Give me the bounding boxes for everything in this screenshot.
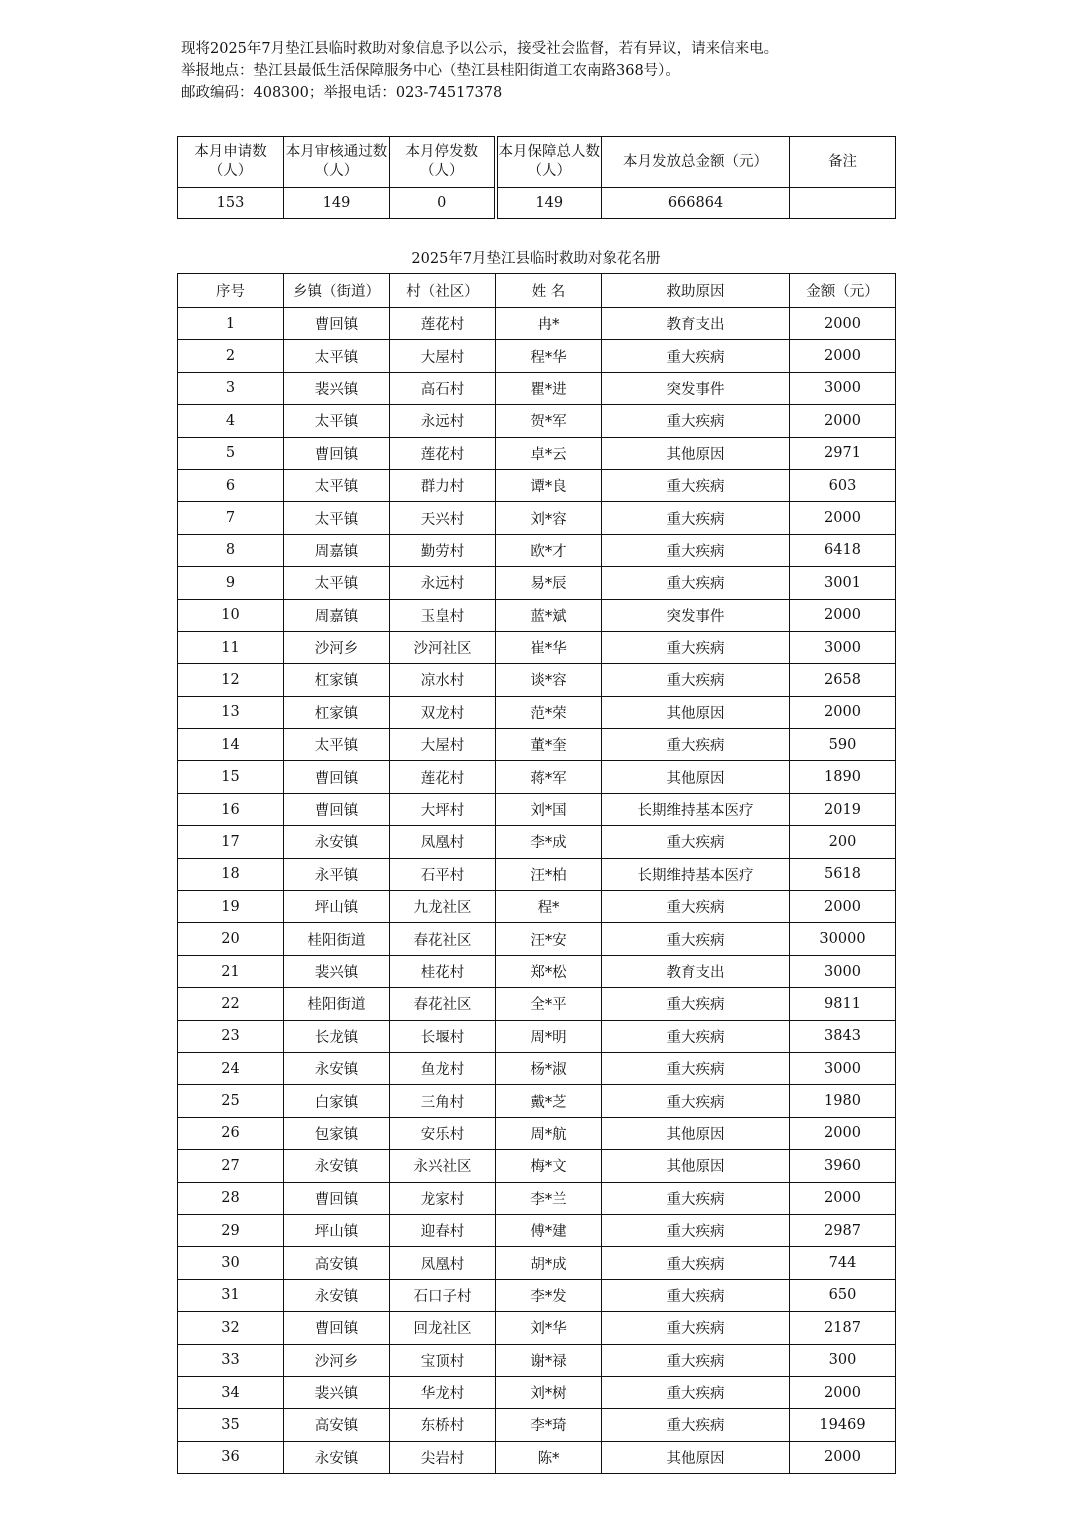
cell-amount: 2000: [790, 1117, 896, 1149]
cell-reason: 教育支出: [602, 308, 790, 340]
cell-reason: 重大疾病: [602, 631, 790, 663]
cell-town: 曹回镇: [284, 308, 390, 340]
table-row: [178, 469, 896, 501]
table-row: [178, 1182, 896, 1214]
cell-reason: 重大疾病: [602, 1247, 790, 1279]
cell-town: 周嘉镇: [284, 534, 390, 566]
table-row: [178, 340, 896, 372]
cell-town: 永安镇: [284, 1279, 390, 1311]
cell-town: 曹回镇: [284, 793, 390, 825]
cell-town: 沙河乡: [284, 631, 390, 663]
table-row: [178, 308, 896, 340]
cell-village: 凤凰村: [390, 826, 496, 858]
cell-reason: 重大疾病: [602, 405, 790, 437]
cell-reason: 长期维持基本医疗: [602, 793, 790, 825]
cell-amount: 1980: [790, 1085, 896, 1117]
cell-index: 9: [178, 567, 284, 599]
cell-reason: 重大疾病: [602, 1085, 790, 1117]
summary-value-row: [178, 188, 896, 219]
cell-index: 21: [178, 955, 284, 987]
notice-line-report-address: 举报地点：垫江县最低生活保障服务中心（垫江县桂阳街道工农南路368号）。: [181, 63, 680, 79]
cell-village: 龙家村: [390, 1182, 496, 1214]
cell-index: 7: [178, 502, 284, 534]
table-row: [178, 891, 896, 923]
cell-town: 曹回镇: [284, 1182, 390, 1214]
cell-name: 程*华: [496, 340, 602, 372]
cell-village: 桂花村: [390, 955, 496, 987]
cell-name: 蓝*斌: [496, 599, 602, 631]
cell-amount: 3000: [790, 1052, 896, 1084]
cell-village: 大坪村: [390, 793, 496, 825]
cell-reason: 重大疾病: [602, 1052, 790, 1084]
cell-amount: 5618: [790, 858, 896, 890]
cell-index: 33: [178, 1344, 284, 1376]
cell-amount: 2019: [790, 793, 896, 825]
cell-amount: 300: [790, 1344, 896, 1376]
summary-header-applications: 本月申请数（人）: [178, 137, 284, 188]
cell-amount: 200: [790, 826, 896, 858]
roster-body: [178, 308, 896, 1474]
cell-town: 太平镇: [284, 502, 390, 534]
cell-reason: 重大疾病: [602, 340, 790, 372]
cell-reason: 其他原因: [602, 437, 790, 469]
cell-reason: 教育支出: [602, 955, 790, 987]
cell-index: 20: [178, 923, 284, 955]
cell-name: 范*荣: [496, 696, 602, 728]
cell-name: 谭*良: [496, 469, 602, 501]
cell-reason: 重大疾病: [602, 1279, 790, 1311]
cell-village: 凉水村: [390, 664, 496, 696]
cell-index: 11: [178, 631, 284, 663]
table-row: [178, 664, 896, 696]
cell-reason: 重大疾病: [602, 534, 790, 566]
table-row: [178, 858, 896, 890]
cell-name: 陈*: [496, 1441, 602, 1473]
cell-reason: 重大疾病: [602, 1312, 790, 1344]
cell-reason: 长期维持基本医疗: [602, 858, 790, 890]
cell-amount: 2000: [790, 405, 896, 437]
table-row: [178, 1020, 896, 1052]
cell-village: 沙河社区: [390, 631, 496, 663]
cell-amount: 2000: [790, 696, 896, 728]
cell-town: 太平镇: [284, 340, 390, 372]
cell-village: 鱼龙村: [390, 1052, 496, 1084]
table-row: [178, 955, 896, 987]
cell-village: 安乐村: [390, 1117, 496, 1149]
cell-reason: 其他原因: [602, 1441, 790, 1473]
table-row: [178, 372, 896, 404]
roster-header-town: 乡镇（街道）: [284, 274, 390, 308]
table-row: [178, 696, 896, 728]
cell-index: 1: [178, 308, 284, 340]
table-row: [178, 437, 896, 469]
cell-town: 曹回镇: [284, 1312, 390, 1344]
cell-village: 群力村: [390, 469, 496, 501]
cell-town: 永安镇: [284, 1441, 390, 1473]
cell-town: 沙河乡: [284, 1344, 390, 1376]
summary-header-approved: 本月审核通过数（人）: [284, 137, 390, 188]
cell-amount: 2000: [790, 1441, 896, 1473]
cell-town: 永平镇: [284, 858, 390, 890]
cell-village: 三角村: [390, 1085, 496, 1117]
cell-reason: 重大疾病: [602, 729, 790, 761]
roster-header-index: 序号: [178, 274, 284, 308]
cell-name: 李*发: [496, 1279, 602, 1311]
cell-reason: 重大疾病: [602, 1344, 790, 1376]
table-row: [178, 534, 896, 566]
cell-village: 迎春村: [390, 1214, 496, 1246]
cell-reason: 重大疾病: [602, 826, 790, 858]
cell-village: 莲花村: [390, 308, 496, 340]
cell-amount: 2000: [790, 599, 896, 631]
cell-town: 长龙镇: [284, 1020, 390, 1052]
cell-index: 28: [178, 1182, 284, 1214]
cell-reason: 重大疾病: [602, 1376, 790, 1408]
cell-village: 回龙社区: [390, 1312, 496, 1344]
cell-index: 14: [178, 729, 284, 761]
cell-village: 石口子村: [390, 1279, 496, 1311]
cell-village: 永远村: [390, 405, 496, 437]
cell-village: 华龙村: [390, 1376, 496, 1408]
cell-amount: 1890: [790, 761, 896, 793]
cell-reason: 突发事件: [602, 372, 790, 404]
cell-index: 19: [178, 891, 284, 923]
cell-reason: 重大疾病: [602, 469, 790, 501]
cell-amount: 650: [790, 1279, 896, 1311]
table-row: [178, 599, 896, 631]
table-row: [178, 923, 896, 955]
summary-header-row: [178, 137, 896, 188]
cell-village: 春花社区: [390, 988, 496, 1020]
table-row: [178, 502, 896, 534]
cell-village: 高石村: [390, 372, 496, 404]
cell-town: 裴兴镇: [284, 1376, 390, 1408]
cell-village: 莲花村: [390, 761, 496, 793]
roster-title: 2025年7月垫江县临时救助对象花名册: [411, 251, 661, 267]
cell-index: 26: [178, 1117, 284, 1149]
cell-village: 石平村: [390, 858, 496, 890]
cell-index: 35: [178, 1409, 284, 1441]
cell-name: 胡*成: [496, 1247, 602, 1279]
cell-village: 尖岩村: [390, 1441, 496, 1473]
cell-village: 春花社区: [390, 923, 496, 955]
cell-reason: 重大疾病: [602, 664, 790, 696]
cell-village: 凤凰村: [390, 1247, 496, 1279]
cell-town: 太平镇: [284, 729, 390, 761]
cell-town: 坪山镇: [284, 1214, 390, 1246]
summary-value-total-amount: 666864: [602, 188, 790, 219]
table-row: [178, 1052, 896, 1084]
cell-amount: 2000: [790, 502, 896, 534]
summary-header-remarks: 备注: [790, 137, 896, 188]
cell-name: 董*奎: [496, 729, 602, 761]
cell-name: 贺*军: [496, 405, 602, 437]
cell-index: 17: [178, 826, 284, 858]
cell-town: 白家镇: [284, 1085, 390, 1117]
cell-index: 18: [178, 858, 284, 890]
cell-index: 2: [178, 340, 284, 372]
cell-name: 易*辰: [496, 567, 602, 599]
cell-amount: 2000: [790, 891, 896, 923]
cell-town: 包家镇: [284, 1117, 390, 1149]
summary-value-applications: 153: [178, 188, 284, 219]
cell-amount: 9811: [790, 988, 896, 1020]
cell-index: 29: [178, 1214, 284, 1246]
cell-index: 3: [178, 372, 284, 404]
cell-amount: 590: [790, 729, 896, 761]
cell-amount: 2658: [790, 664, 896, 696]
cell-town: 永安镇: [284, 1052, 390, 1084]
cell-index: 13: [178, 696, 284, 728]
cell-name: 刘*华: [496, 1312, 602, 1344]
cell-amount: 3001: [790, 567, 896, 599]
table-row: [178, 1150, 896, 1182]
monthly-summary-table: [177, 136, 896, 219]
cell-index: 10: [178, 599, 284, 631]
cell-name: 刘*容: [496, 502, 602, 534]
cell-name: 戴*芝: [496, 1085, 602, 1117]
table-row: [178, 729, 896, 761]
table-row: [178, 1247, 896, 1279]
cell-index: 36: [178, 1441, 284, 1473]
cell-town: 裴兴镇: [284, 955, 390, 987]
cell-reason: 重大疾病: [602, 567, 790, 599]
cell-name: 杨*淑: [496, 1052, 602, 1084]
cell-amount: 3960: [790, 1150, 896, 1182]
cell-name: 周*航: [496, 1117, 602, 1149]
cell-amount: 2987: [790, 1214, 896, 1246]
cell-index: 5: [178, 437, 284, 469]
cell-name: 汪*安: [496, 923, 602, 955]
cell-amount: 2000: [790, 340, 896, 372]
cell-town: 高安镇: [284, 1409, 390, 1441]
cell-town: 太平镇: [284, 405, 390, 437]
cell-amount: 2000: [790, 1376, 896, 1408]
cell-name: 卓*云: [496, 437, 602, 469]
public-notice: [181, 38, 778, 104]
cell-index: 6: [178, 469, 284, 501]
cell-village: 莲花村: [390, 437, 496, 469]
cell-town: 太平镇: [284, 567, 390, 599]
cell-name: 周*明: [496, 1020, 602, 1052]
cell-amount: 2971: [790, 437, 896, 469]
cell-town: 桂阳街道: [284, 988, 390, 1020]
cell-name: 傅*建: [496, 1214, 602, 1246]
cell-reason: 其他原因: [602, 1150, 790, 1182]
cell-village: 勤劳村: [390, 534, 496, 566]
cell-index: 16: [178, 793, 284, 825]
table-row: [178, 1312, 896, 1344]
table-row: [178, 1279, 896, 1311]
cell-reason: 重大疾病: [602, 988, 790, 1020]
cell-town: 裴兴镇: [284, 372, 390, 404]
table-row: [178, 826, 896, 858]
table-row: [178, 1085, 896, 1117]
cell-village: 九龙社区: [390, 891, 496, 923]
cell-name: 李*兰: [496, 1182, 602, 1214]
roster-header-village: 村（社区）: [390, 274, 496, 308]
cell-town: 高安镇: [284, 1247, 390, 1279]
table-row: [178, 405, 896, 437]
cell-name: 谢*禄: [496, 1344, 602, 1376]
cell-index: 30: [178, 1247, 284, 1279]
cell-town: 杠家镇: [284, 664, 390, 696]
cell-name: 冉*: [496, 308, 602, 340]
cell-index: 4: [178, 405, 284, 437]
cell-amount: 3000: [790, 955, 896, 987]
table-row: [178, 631, 896, 663]
cell-reason: 重大疾病: [602, 1020, 790, 1052]
cell-town: 太平镇: [284, 469, 390, 501]
cell-reason: 重大疾病: [602, 1409, 790, 1441]
cell-index: 25: [178, 1085, 284, 1117]
cell-amount: 3843: [790, 1020, 896, 1052]
cell-town: 永安镇: [284, 1150, 390, 1182]
cell-name: 谈*容: [496, 664, 602, 696]
roster-table: [177, 273, 896, 1474]
cell-amount: 3000: [790, 631, 896, 663]
cell-town: 曹回镇: [284, 761, 390, 793]
cell-town: 桂阳街道: [284, 923, 390, 955]
table-row: [178, 1344, 896, 1376]
cell-village: 大屋村: [390, 340, 496, 372]
cell-village: 大屋村: [390, 729, 496, 761]
table-row: [178, 1117, 896, 1149]
cell-name: 刘*国: [496, 793, 602, 825]
summary-header-suspended: 本月停发数（人）: [390, 137, 496, 188]
cell-amount: 30000: [790, 923, 896, 955]
summary-value-suspended: 0: [390, 188, 496, 219]
table-row: [178, 1409, 896, 1441]
cell-reason: 重大疾病: [602, 502, 790, 534]
cell-reason: 其他原因: [602, 696, 790, 728]
cell-name: 李*成: [496, 826, 602, 858]
table-row: [178, 1441, 896, 1473]
cell-reason: 其他原因: [602, 761, 790, 793]
cell-village: 天兴村: [390, 502, 496, 534]
cell-name: 李*琦: [496, 1409, 602, 1441]
table-row: [178, 793, 896, 825]
cell-index: 24: [178, 1052, 284, 1084]
cell-name: 蒋*军: [496, 761, 602, 793]
cell-amount: 603: [790, 469, 896, 501]
roster-header-row: [178, 274, 896, 308]
cell-town: 坪山镇: [284, 891, 390, 923]
cell-name: 郑*松: [496, 955, 602, 987]
cell-index: 23: [178, 1020, 284, 1052]
summary-value-approved: 149: [284, 188, 390, 219]
notice-line-postal-phone: 邮政编码：408300；举报电话：023-74517378: [181, 85, 503, 101]
cell-reason: 重大疾病: [602, 923, 790, 955]
cell-name: 瞿*进: [496, 372, 602, 404]
table-row: [178, 761, 896, 793]
summary-header-total-covered: 本月保障总人数（人）: [496, 137, 602, 188]
cell-name: 汪*柏: [496, 858, 602, 890]
cell-village: 长堰村: [390, 1020, 496, 1052]
cell-index: 8: [178, 534, 284, 566]
cell-village: 永兴社区: [390, 1150, 496, 1182]
cell-amount: 2000: [790, 308, 896, 340]
cell-name: 程*: [496, 891, 602, 923]
table-row: [178, 1214, 896, 1246]
cell-name: 全*平: [496, 988, 602, 1020]
cell-amount: 2187: [790, 1312, 896, 1344]
summary-header-total-amount: 本月发放总金额（元）: [602, 137, 790, 188]
summary-value-remarks: [790, 188, 896, 219]
cell-amount: 6418: [790, 534, 896, 566]
cell-reason: 重大疾病: [602, 891, 790, 923]
cell-town: 曹回镇: [284, 437, 390, 469]
roster-header-name: 姓 名: [496, 274, 602, 308]
cell-index: 27: [178, 1150, 284, 1182]
cell-amount: 19469: [790, 1409, 896, 1441]
cell-name: 欧*才: [496, 534, 602, 566]
table-row: [178, 1376, 896, 1408]
cell-village: 玉皇村: [390, 599, 496, 631]
cell-name: 梅*文: [496, 1150, 602, 1182]
cell-name: 崔*华: [496, 631, 602, 663]
cell-name: 刘*树: [496, 1376, 602, 1408]
cell-village: 宝顶村: [390, 1344, 496, 1376]
cell-index: 34: [178, 1376, 284, 1408]
cell-village: 双龙村: [390, 696, 496, 728]
cell-village: 东桥村: [390, 1409, 496, 1441]
cell-village: 永远村: [390, 567, 496, 599]
roster-header-amount: 金额（元）: [790, 274, 896, 308]
cell-reason: 重大疾病: [602, 1214, 790, 1246]
cell-town: 杠家镇: [284, 696, 390, 728]
table-row: [178, 988, 896, 1020]
cell-index: 15: [178, 761, 284, 793]
cell-reason: 突发事件: [602, 599, 790, 631]
roster-header-reason: 救助原因: [602, 274, 790, 308]
cell-index: 22: [178, 988, 284, 1020]
cell-amount: 744: [790, 1247, 896, 1279]
cell-index: 31: [178, 1279, 284, 1311]
summary-value-total-covered: 149: [496, 188, 602, 219]
cell-amount: 3000: [790, 372, 896, 404]
cell-reason: 其他原因: [602, 1117, 790, 1149]
notice-line-announcement: 现将2025年7月垫江县临时救助对象信息予以公示，接受社会监督，若有异议，请来信来电。: [181, 41, 779, 57]
cell-index: 12: [178, 664, 284, 696]
cell-amount: 2000: [790, 1182, 896, 1214]
cell-town: 永安镇: [284, 826, 390, 858]
cell-town: 周嘉镇: [284, 599, 390, 631]
cell-reason: 重大疾病: [602, 1182, 790, 1214]
cell-index: 32: [178, 1312, 284, 1344]
table-row: [178, 567, 896, 599]
